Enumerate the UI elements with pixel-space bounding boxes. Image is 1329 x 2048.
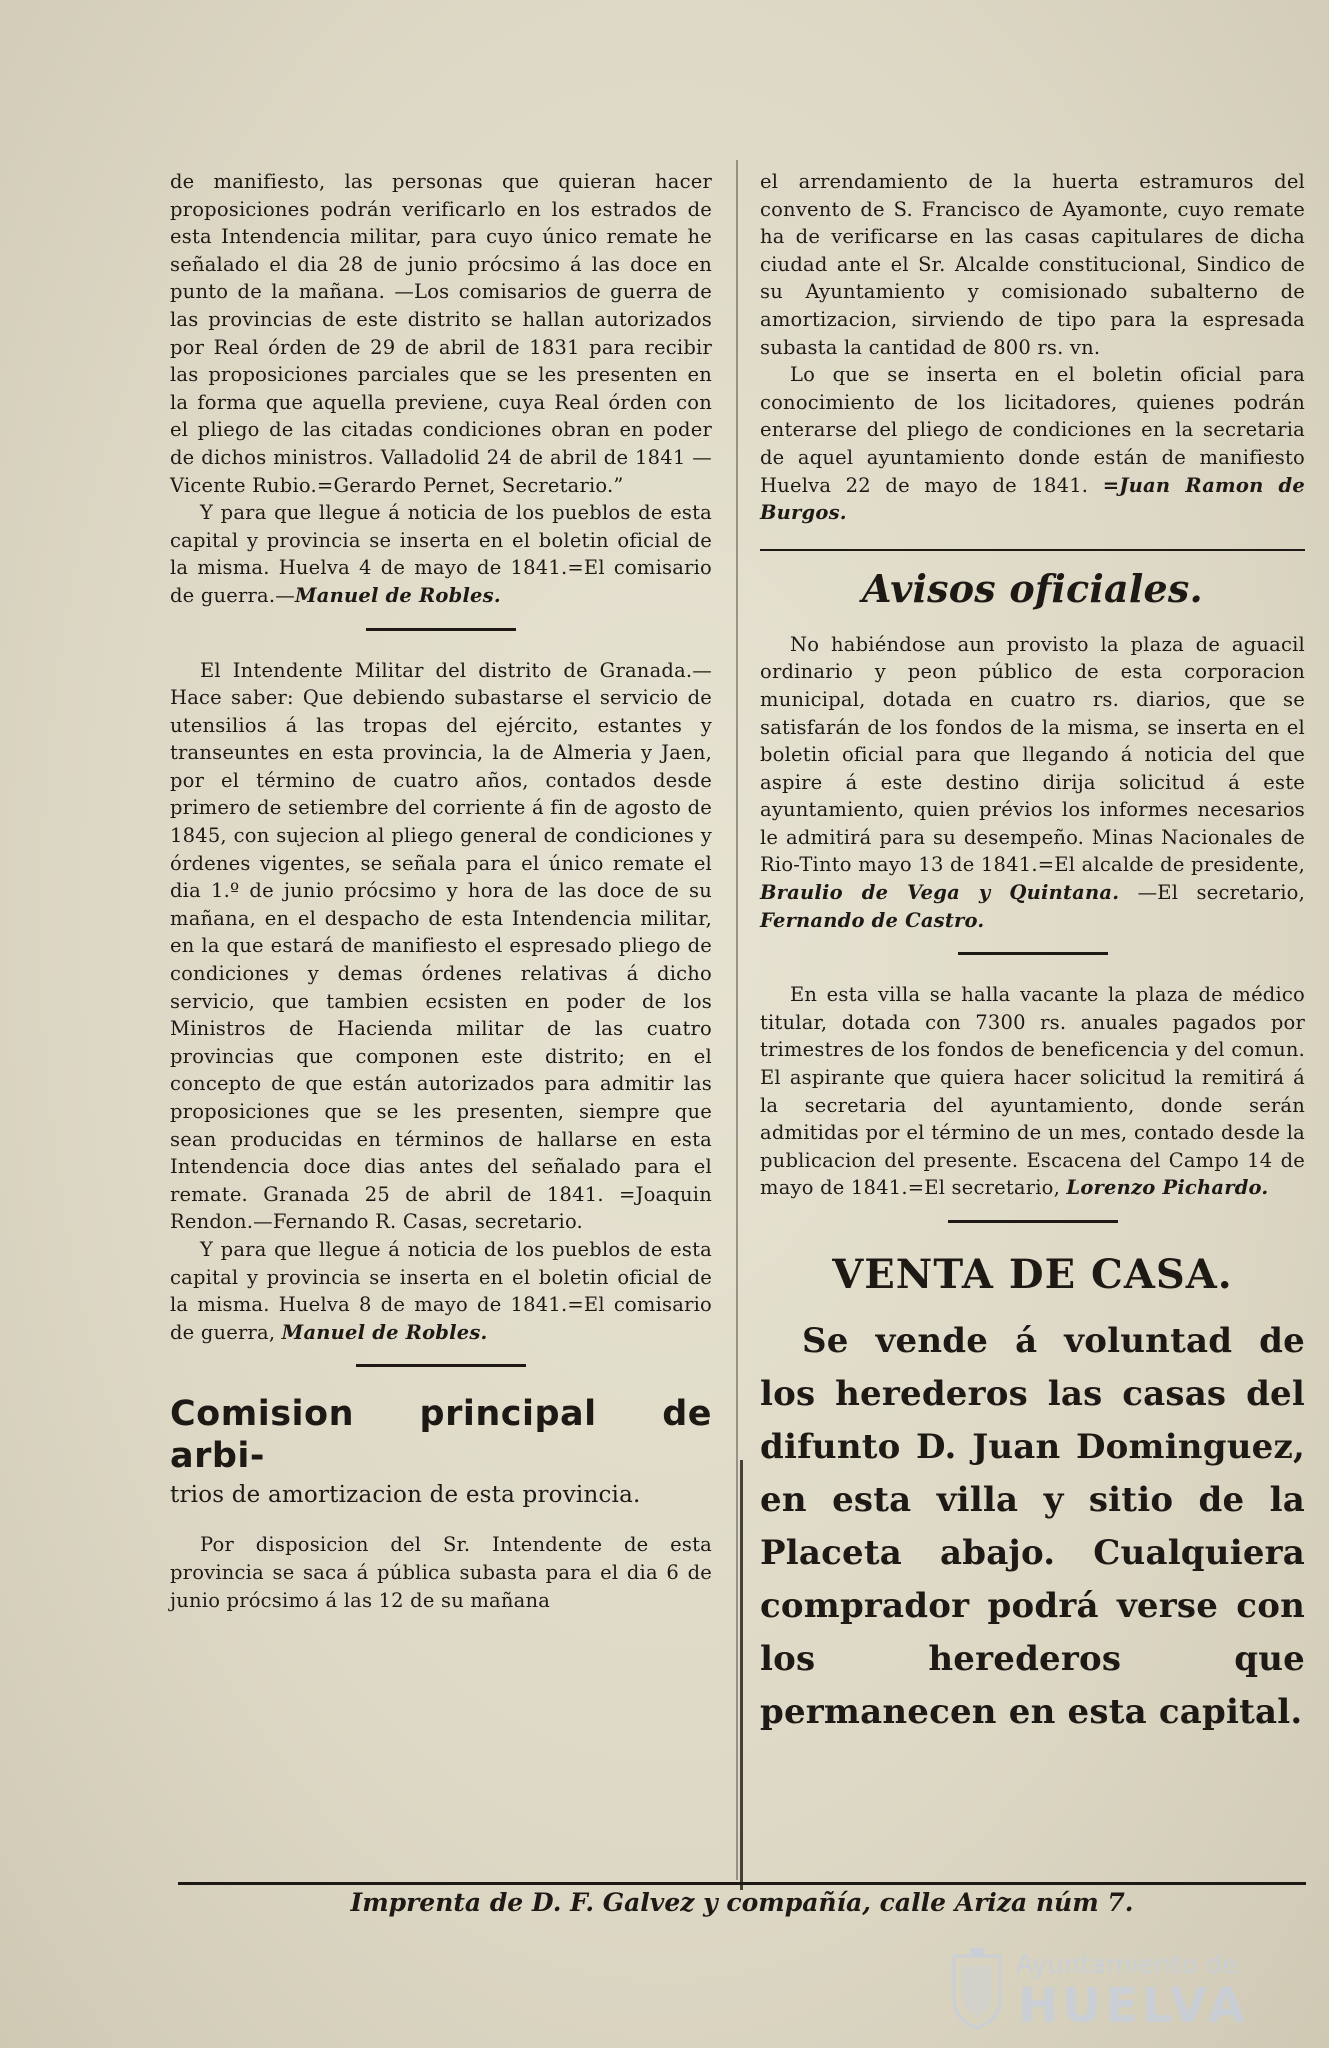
left-paragraph-4	[170, 1236, 712, 1346]
right-paragraph-2-text: Lo que se inserta en el boletin oficial para conocimiento de los licitadores, quienes podrán enterarse del pliego de condiciones en la secretaria de aquel ayuntamiento donde están de manifiesto Huelva 22 de mayo de 1841.	[760, 363, 1305, 497]
section-rule	[760, 549, 1305, 551]
venta-heading: VENTA DE CASA.	[832, 1251, 1233, 1298]
coat-of-arms-icon	[948, 1948, 1006, 2030]
right-column	[760, 168, 1305, 1739]
comision-subheading: trios de amortizacion de esta provincia.	[170, 1482, 641, 1509]
venta-body: Se vende á voluntad de los herederos las casas del difunto D. Juan Dominguez, en esta villa y sitio de la Placeta abajo. Cualquiera comprador podrá verse con los herederos que permanecen en esta capital.	[760, 1321, 1305, 1732]
right-paragraph-4-signature: Lorenzo Pichardo.	[1066, 1176, 1269, 1200]
right-paragraph-3	[760, 631, 1305, 935]
column-divider	[736, 160, 738, 1880]
left-paragraph-2-signature: Manuel de Robles.	[294, 583, 501, 607]
left-paragraph-2	[170, 499, 712, 609]
left-paragraph-3: El Intendente Militar del distrito de Granada.—Hace saber: Que debiendo subastarse el servicio de utensilios á las tropas del ejército, estantes y transeuntes en esta provincia, la de Almeria y Jaen, por el término de cuatro años, contados desde primero de setiembre del corriente á fin de agosto de 1845, con sujecion al pliego general de condiciones y órdenes vigentes, se señala para el único remate el dia 1.º de junio prócsimo y hora de las doce de su mañana, en el despacho de esta Intendencia militar, en la que estará de manifiesto el espresado pliego de condiciones y demas órdenes relativas á dicho servicio, que tambien ecsisten en poder de los Ministros de Hacienda militar de las cuatro provincias que componen este distrito; en el concepto de que están autorizados para admitir las proposiciones que se les presenten, siempre que sean producidas en términos de hallarse en esta Intendencia doce dias antes del señalado para el remate. Granada 25 de abril de 1841. =Joaquin Rendon.—Fernando R. Casas, secretario.	[170, 658, 712, 1234]
left-paragraph-1: de manifiesto, las personas que quieran hacer proposiciones podrán verificarlo en los estrados de esta Intendencia militar, para cuyo único remate he señalado el dia 28 de junio prócsimo á las doce en punto de la mañana. —Los comisarios de guerra de las provincias de este distrito se hallan autorizados por Real órden de 29 de abril de 1831 para recibir las proposiciones parciales que se les presenten en la forma que aquella previene, cuya Real órden con el pliego de las citadas condiciones obran en poder de dichos ministros. Valladolid 24 de abril de 1841 —Vicente Rubio.=Gerardo Pernet, Secretario.”	[170, 170, 712, 497]
right-paragraph-4	[760, 981, 1305, 1202]
imprint-rule	[178, 1882, 1306, 1885]
section-rule	[958, 952, 1108, 955]
right-paragraph-3-text: No habiéndose aun provisto la plaza de aguacil ordinario y peon público de esta corporacion municipal, dotada en cuatro rs. diarios, que se satisfarán de los fondos de la misma, se inserta en el boletin oficial para que llegando á noticia del que aspire á este destino dirija solicitud á este ayuntamiento, quien prévios los informes necesarios le admitirá para su desempeño. Minas Nacionales de Rio-Tinto mayo 13 de 1841.=El alcalde de presidente,	[760, 632, 1305, 877]
right-paragraph-3-signature-1: Braulio de Vega y Quintana.	[760, 881, 1120, 905]
left-paragraph-4-signature: Manuel de Robles.	[281, 1320, 488, 1344]
right-paragraph-2	[760, 361, 1305, 527]
right-paragraph-3-middle: —El secretario,	[1119, 881, 1305, 905]
watermark-top-text: Ayuntamiento de	[1016, 1950, 1239, 1980]
watermark	[948, 1946, 1248, 2036]
right-paragraph-4-text: En esta villa se halla vacante la plaza de médico titular, dotada con 7300 rs. anuales pagados por trimestres de los fondos de beneficencia y del comun. El aspirante que quiera hacer solicitud la remitirá á la secretaria del ayuntamiento, donde serán admitidas por el término de un mes, contado desde la publicacion del presente. Escacena del Campo 14 de mayo de 1841.=El secretario,	[760, 983, 1305, 1200]
right-paragraph-3-signature-2: Fernando de Castro.	[760, 908, 985, 932]
left-column	[170, 168, 712, 1614]
right-paragraph-2-signature: =Juan Ramon de Burgos.	[760, 473, 1305, 525]
section-rule	[356, 1364, 526, 1367]
left-paragraph-4-text: Y para que llegue á noticia de los pueblos de esta capital y provincia se inserta en el boletin oficial de la misma. Huelva 8 de mayo de 1841.=El comisario de guerra,	[170, 1237, 712, 1344]
watermark-city-text: HUELVA	[1018, 1978, 1249, 2034]
left-paragraph-2-text: Y para que llegue á noticia de los pueblos de esta capital y provincia se inserta en el boletin oficial de la misma. Huelva 4 de mayo de 1841.=El comisario de guerra.—	[170, 501, 712, 607]
venta-border	[740, 1460, 743, 1890]
imprint-line: Imprenta de D. F. Galvez y compañía, calle Ariza núm 7.	[350, 1888, 1134, 1917]
comision-heading: Comision principal de arbi-	[170, 1394, 712, 1477]
section-rule	[366, 628, 516, 631]
left-paragraph-5: Por disposicion del Sr. Intendente de esta provincia se saca á pública subasta para el dia 6 de junio prócsimo á las 12 de su mañana	[170, 1533, 712, 1612]
section-rule	[948, 1220, 1118, 1223]
avisos-heading: Avisos oficiales.	[862, 565, 1203, 611]
right-paragraph-1: el arrendamiento de la huerta estramuros del convento de S. Francisco de Ayamonte, cuyo remate ha de verificarse en las casas capitulares de dicha ciudad ante el Sr. Alcalde constitucional, Sindico de su Ayuntamiento y comisionado subalterno de amortizacion, sirviendo de tipo para la espresada subasta la cantidad de 800 rs. vn.	[760, 170, 1305, 359]
